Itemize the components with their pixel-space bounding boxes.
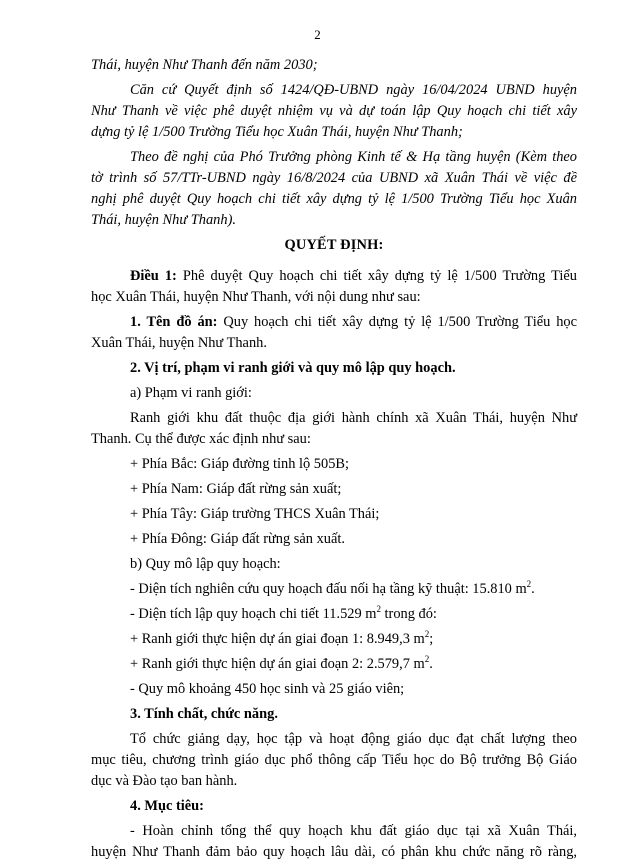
- text-line: Tổ chức giảng dạy, học tập và hoạt động giáo dục đạt chất lượng theo: [130, 731, 577, 747]
- page-number: 2: [314, 27, 321, 42]
- text-line: b) Quy mô lập quy hoạch:: [130, 556, 281, 572]
- text-line: tờ trình số 57/TTr-UBND ngày 16/8/2024 của UBND xã Xuân Thái về việc đề: [91, 170, 577, 186]
- area-study-line: [91, 579, 577, 600]
- superscript: 2: [526, 579, 532, 589]
- area-plan-line: [91, 604, 577, 625]
- text-span: .: [531, 581, 535, 597]
- section-heading-text: 4. Mục tiêu:: [130, 798, 204, 814]
- text-span: + Ranh giới thực hiện dự án giai đoạn 2: 2.579,7 m: [130, 656, 425, 672]
- phase-1-line: [91, 629, 577, 650]
- section-heading-text: 2. Vị trí, phạm vi ranh giới và quy mô lập quy hoạch.: [130, 360, 456, 376]
- text-line: dục và Đào tạo ban hành.: [91, 773, 238, 789]
- section-heading-text: 3. Tính chất, chức năng.: [130, 706, 278, 722]
- boundary-north: + Phía Bắc: Giáp đường tỉnh lộ 505B;: [130, 456, 349, 472]
- text-line: Thái, huyện Như Thanh đến năm 2030;: [91, 57, 318, 73]
- decision-title: QUYẾT ĐỊNH:: [284, 237, 384, 253]
- text-span: Quy hoạch chi tiết xây dựng tỷ lệ 1/500 Trường Tiểu học: [217, 314, 577, 330]
- text-span: + Ranh giới thực hiện dự án giai đoạn 1: 8.949,3 m: [130, 631, 425, 647]
- boundary-west: + Phía Tây: Giáp trường THCS Xuân Thái;: [130, 506, 380, 522]
- boundary-east: + Phía Đông: Giáp đất rừng sản xuất.: [130, 531, 345, 547]
- text-line: Xuân Thái, huyện Như Thanh.: [91, 335, 267, 351]
- text-line: a) Phạm vi ranh giới:: [130, 385, 252, 401]
- text-line: Ranh giới khu đất thuộc địa giới hành chính xã Xuân Thái, huyện Như: [130, 410, 577, 426]
- phase-2-line: [91, 654, 577, 675]
- section-2-heading: [91, 358, 577, 379]
- section-4-heading: [91, 796, 577, 817]
- text-line: nghị phê duyệt Quy hoạch chi tiết xây dựng tỷ lệ 1/500 Trường Tiểu học Xuân: [91, 191, 577, 207]
- text-span: .: [429, 656, 433, 672]
- text-span: - Diện tích nghiên cứu quy hoạch đấu nối hạ tầng kỹ thuật: 15.810 m: [130, 581, 527, 597]
- section-3-heading: [91, 704, 577, 725]
- text-line: Thái, huyện Như Thanh).: [91, 212, 236, 228]
- text-line: - Hoàn chỉnh tổng thể quy hoạch khu đất giáo dục tại xã Xuân Thái,: [130, 823, 577, 839]
- text-line: mục tiêu, chương trình giáo dục phổ thông cấp Tiểu học do Bộ trưởng Bộ Giáo: [91, 752, 577, 768]
- article-1-label: Điều 1:: [130, 268, 177, 284]
- article-1-line: [91, 266, 577, 287]
- section-1-line: [91, 312, 577, 333]
- text-line: Theo đề nghị của Phó Trưởng phòng Kinh tế & Hạ tầng huyện (Kèm theo: [130, 149, 577, 165]
- text-span: ;: [429, 631, 434, 647]
- text-line: Thanh. Cụ thể được xác định như sau:: [91, 431, 311, 447]
- boundary-south: + Phía Nam: Giáp đất rừng sản xuất;: [130, 481, 342, 497]
- text-line: học Xuân Thái, huyện Như Thanh, với nội dung như sau:: [91, 289, 421, 305]
- text-span: Phê duyệt Quy hoạch chi tiết xây dựng tỷ lệ 1/500 Trường Tiểu: [176, 268, 577, 284]
- text-line: Căn cứ Quyết định số 1424/QĐ-UBND ngày 16/04/2024 UBND huyện: [130, 82, 577, 98]
- scale-line: - Quy mô khoảng 450 học sinh và 25 giáo viên;: [130, 681, 405, 697]
- text-line: Như Thanh về việc phê duyệt nhiệm vụ và dự toán lập Quy hoạch chi tiết xây: [91, 103, 577, 119]
- section-1-label: 1. Tên đồ án:: [130, 314, 218, 330]
- text-line: dựng tỷ lệ 1/500 Trường Tiểu học Xuân Thái, huyện Như Thanh;: [91, 124, 463, 140]
- document-body: [91, 55, 577, 863]
- text-span: - Diện tích lập quy hoạch chi tiết 11.529 m: [130, 606, 377, 622]
- superscript: 2: [424, 654, 430, 664]
- text-line: huyện Như Thanh đảm bảo quy hoạch lâu dài, có phân khu chức năng rõ ràng,: [91, 844, 577, 860]
- superscript: 2: [424, 629, 430, 639]
- superscript: 2: [376, 604, 381, 614]
- text-span: trong đó:: [380, 606, 437, 622]
